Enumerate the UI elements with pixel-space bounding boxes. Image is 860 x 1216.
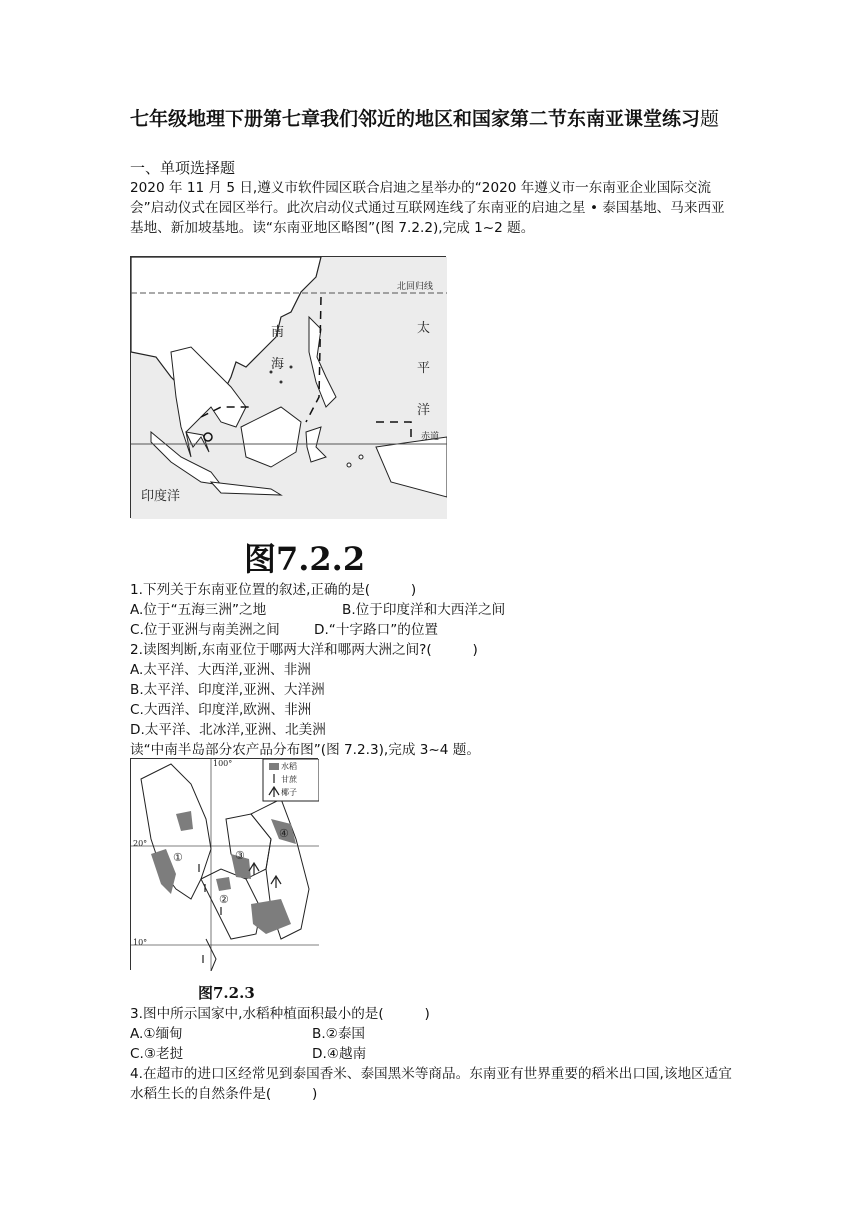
title-main: 七年级地理下册第七章我们邻近的地区和国家第二节东南亚课堂练习 (130, 108, 701, 130)
section-heading: 一、单项选择题 (130, 159, 236, 177)
q3-option-d: D.④越南 (312, 1046, 367, 1062)
q1-option-c: C.位于亚洲与南美洲之间 (130, 622, 280, 638)
q2-stem: 2.读图判断,东南亚位于哪两大洋和哪两大洲之间?( ) (130, 642, 478, 658)
equator-label: 赤道 (421, 432, 440, 442)
q2-option-c: C.大西洋、印度洋,欧洲、非洲 (130, 702, 312, 718)
yang-label: 洋 (417, 403, 431, 418)
q2-option-d: D.太平洋、北冰洋,亚洲、北美洲 (130, 722, 326, 738)
southeast-asia-map (130, 256, 446, 518)
tai-label: 太 (417, 321, 431, 336)
marker-4: ④ (279, 827, 289, 840)
indochina-agriculture-map (130, 758, 318, 970)
q3-stem: 3.图中所示国家中,水稻种植面积最小的是( ) (130, 1006, 430, 1022)
latitude-10-label: 10° (133, 938, 148, 947)
southeast-asia-map-drawing (131, 257, 447, 519)
q3-option-a: A.①缅甸 (130, 1026, 183, 1042)
q1-option-d: D.“十字路口”的位置 (314, 622, 439, 638)
intro-q3-4: 读“中南半岛部分农产品分布图”(图 7.2.3),完成 3~4 题。 (130, 742, 480, 758)
q1-stem: 1.下列关于东南亚位置的叙述,正确的是( ) (130, 582, 417, 598)
intro-paragraph: 2020 年 11 月 5 日,遵义市软件园区联合启迪之星举办的“2020 年遵义市一东南亚企业国际交流会”启动仪式在园区举行。此次启动仪式通过互联网连线了东南亚的启迪之星 • 泰国基地、马来西亚基地、新加坡基地。读“东南亚地区略图”(图 7.2.2),完成 1~2 题。 (130, 180, 725, 236)
legend-sugarcane: 甘蔗 (281, 775, 297, 784)
legend-coconut: 椰子 (281, 788, 297, 797)
q3-option-b: B.②泰国 (312, 1026, 366, 1042)
figure-caption-7-2-2: 图7.2.2 (244, 540, 366, 578)
marker-3: ③ (235, 849, 245, 862)
q1-option-a: A.位于“五海三洲”之地 (130, 602, 267, 618)
indian-ocean-label: 印度洋 (141, 489, 181, 504)
figure-caption-7-2-3: 图7.2.3 (198, 984, 255, 1002)
ping-label: 平 (417, 361, 431, 376)
q2-option-a: A.太平洋、大西洋,亚洲、非洲 (130, 662, 311, 678)
tropic-label: 北回归线 (397, 282, 434, 292)
q1-option-b: B.位于印度洋和大西洋之间 (342, 602, 506, 618)
latitude-20-label: 20° (133, 839, 148, 848)
title-tail: 题 (700, 108, 720, 130)
longitude-100-label: 100° (213, 759, 233, 768)
q4-stem: 4.在超市的进口区经常见到泰国香米、泰国黑米等商品。东南亚有世界重要的稻米出口国,该地区适宜水稻生长的自然条件是( ) (130, 1066, 732, 1102)
legend-rice: 水稻 (281, 762, 297, 771)
hai-label: 海 (271, 357, 285, 372)
q2-option-b: B.太平洋、印度洋,亚洲、大洋洲 (130, 682, 325, 698)
marker-1: ① (173, 851, 183, 864)
nan-label: 南 (271, 325, 285, 340)
page-title (130, 106, 740, 132)
marker-2: ② (219, 893, 229, 906)
q3-option-c: C.③老挝 (130, 1046, 184, 1062)
